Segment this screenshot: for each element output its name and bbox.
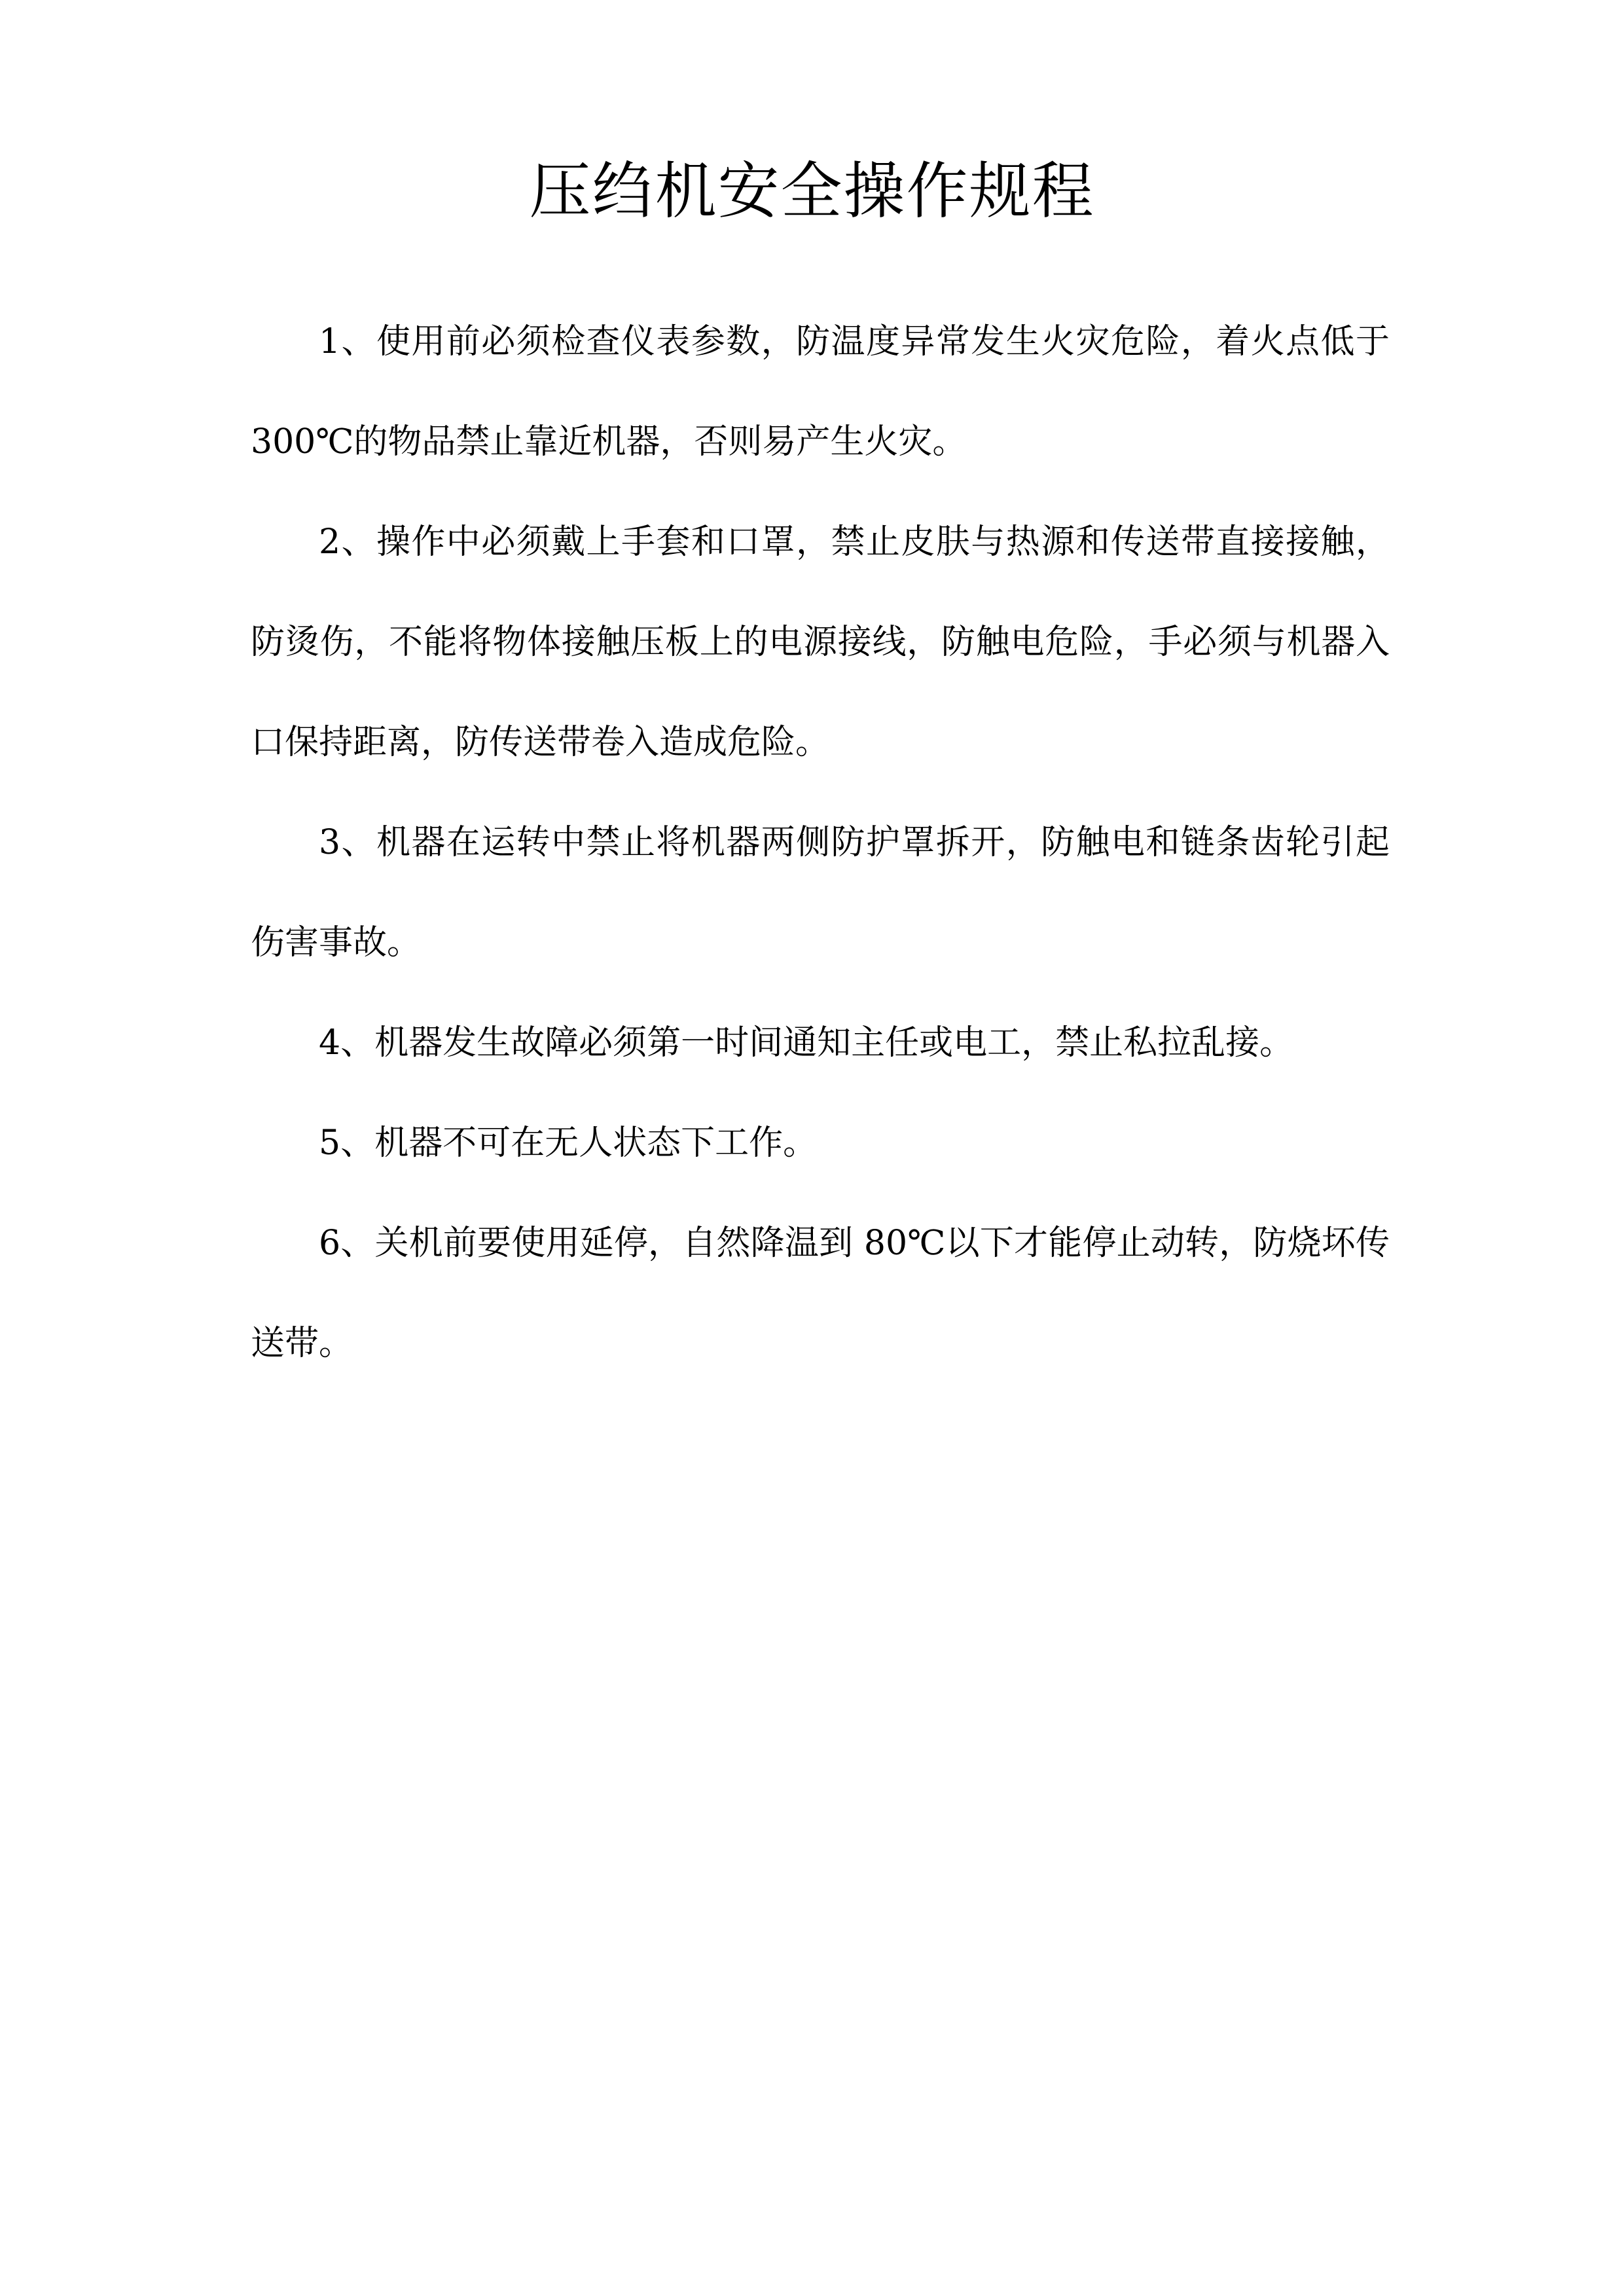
rule-paragraph-5: 5、机器不可在无人状态下工作。	[319, 1123, 818, 1163]
document-body	[251, 292, 1390, 1394]
rule-paragraph-4: 4、机器发生故障必须第一时间通知主任或电工，禁止私拉乱接。	[319, 1023, 1294, 1063]
rule-paragraph-3: 3、机器在运转中禁止将机器两侧防护罩拆开，防触电和链条齿轮引起伤害事故。	[251, 823, 1390, 962]
rule-paragraph-1: 1、使用前必须检查仪表参数，防温度异常发生火灾危险，着火点低于 300℃的物品禁止靠近机器，否则易产生火灾。	[251, 322, 1390, 462]
document-title: 压绉机安全操作规程	[529, 156, 1095, 227]
rule-paragraph-2: 2、操作中必须戴上手套和口罩，禁止皮肤与热源和传送带直接接触，防烫伤，不能将物体接触压板上的电源接线，防触电危险，手必须与机器入口保持距离，防传送带卷入造成危险。	[251, 522, 1390, 762]
rule-paragraph-6: 6、关机前要使用延停，自然降温到 80℃以下才能停止动转，防烧坏传送带。	[251, 1224, 1390, 1363]
